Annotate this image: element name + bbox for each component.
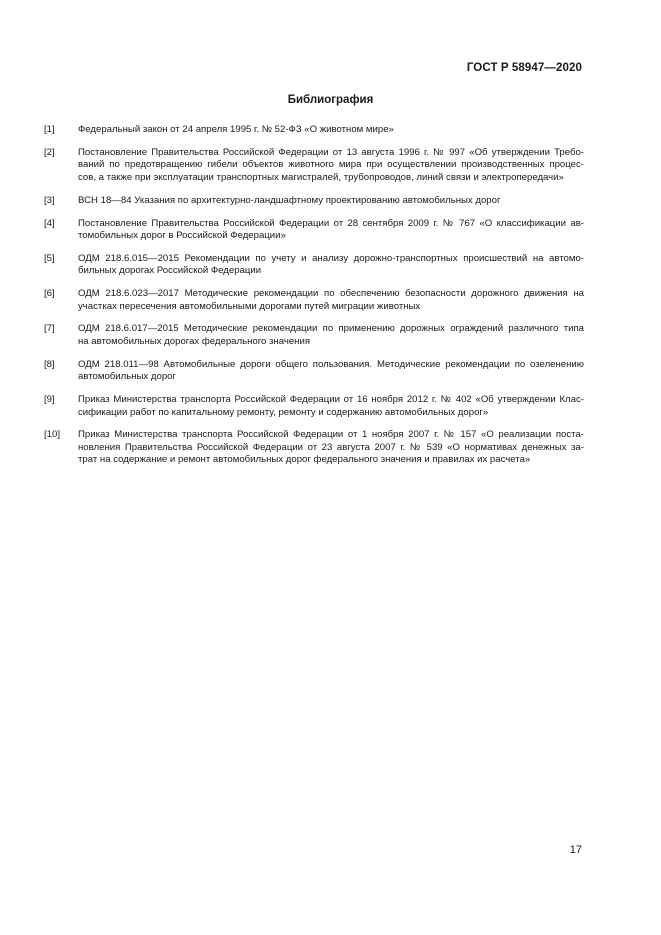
bibliography-entry-number: [6] — [44, 288, 55, 300]
bibliography-entry-text — [78, 359, 584, 384]
bibliography-entry-number: [10] — [44, 429, 61, 441]
bibliography-entry-text — [78, 323, 584, 348]
bibliography-entry — [44, 253, 584, 278]
bibliography-entry — [44, 147, 584, 184]
bibliography-entry-line: бильных дорогах Российской Федерации — [78, 265, 262, 277]
bibliography-entry-text — [78, 288, 584, 313]
bibliography-entry-text — [78, 429, 584, 466]
bibliography-entry-line: Постановление Правительства Российской Федерации от 28 сентября 2009 г. № 767 «О классификации ав- — [78, 217, 584, 229]
bibliography-entry-number: [2] — [44, 146, 55, 158]
bibliography-entry — [44, 288, 584, 313]
bibliography-entry-line: сов, а также при эксплуатации транспортных магистралей, трубопроводов, линий связи и электропередачи» — [78, 171, 564, 183]
bibliography-entry-text — [78, 124, 584, 136]
bibliography-entry — [44, 429, 584, 466]
bibliography-entry-line: Приказ Министерства транспорта Российской Федерации от 1 ноября 2007 г. № 157 «О реализации поста- — [78, 429, 584, 441]
bibliography-entry — [44, 124, 584, 136]
bibliography-entry-line: Постановление Правительства Российской Федерации от 13 августа 1996 г. № 997 «Об утверждении Требо- — [78, 146, 584, 158]
bibliography-entry-number: [1] — [44, 124, 55, 135]
page-number: 17 — [569, 844, 582, 856]
standard-code: ГОСТ Р 58947—2020 — [466, 62, 582, 74]
bibliography-entry-line: на автомобильных дорогах федерального значения — [78, 335, 311, 347]
bibliography-entry-number: [5] — [44, 252, 55, 264]
bibliography-entry-line: сификации работ по капитальному ремонту, ремонту и содержанию автомобильных дорог» — [78, 406, 489, 418]
bibliography-entry-line: ваний по предотвращению гибели объектов животного мира при осуществлении производственных процес- — [78, 159, 584, 171]
bibliography-entry — [44, 394, 584, 419]
bibliography-entry-line: Приказ Министерства транспорта Российской Федерации от 16 ноября 2012 г. № 402 «Об утверждении Клас- — [78, 394, 584, 406]
bibliography-entry-number: [8] — [44, 358, 55, 370]
bibliography-entry-text — [78, 394, 584, 419]
bibliography-entry-text — [78, 218, 584, 243]
bibliography-entry-number: [4] — [44, 217, 55, 229]
bibliography-entry — [44, 195, 584, 207]
bibliography-entry-number: [3] — [44, 194, 55, 206]
bibliography-entry-text — [78, 195, 584, 207]
bibliography-entry-line: томобильных дорог в Российской Федерации» — [78, 229, 286, 241]
bibliography-entry-text — [78, 253, 584, 278]
bibliography-entry-line: автомобильных дорог — [78, 371, 176, 383]
bibliography-entry-line: ВСН 18—84 Указания по архитектурно-ландшафтному проектированию автомобильных дорог — [78, 194, 501, 206]
bibliography-entry-line: ОДМ 218.6.017—2015 Методические рекомендации по применению дорожных ограждений различного типа — [78, 323, 584, 335]
bibliography-entry-text — [78, 147, 584, 184]
bibliography-entry — [44, 359, 584, 384]
bibliography-entry-line: ОДМ 218.6.023—2017 Методические рекомендации по обеспечению безопасности дорожного движения на — [78, 288, 584, 300]
bibliography-entry-line: Федеральный закон от 24 апреля 1995 г. № 52-ФЗ «О животном мире» — [78, 124, 394, 135]
section-title: Библиография — [287, 94, 374, 106]
bibliography-entry-line: трат на содержание и ремонт автомобильных дорог федерального значения и правилах их расчета» — [78, 454, 531, 466]
bibliography-entry-number: [9] — [44, 394, 55, 406]
bibliography-entry — [44, 323, 584, 348]
bibliography-entry-number: [7] — [44, 323, 55, 335]
bibliography-entry-line: участках пересечения автомобильными дорогами путей миграции животных — [78, 300, 421, 312]
bibliography-list — [44, 124, 584, 477]
bibliography-entry-line: ОДМ 218.011—98 Автомобильные дороги общего пользования. Методические рекомендации по озеленению — [78, 358, 584, 370]
bibliography-entry — [44, 218, 584, 243]
bibliography-entry-line: ОДМ 218.6.015—2015 Рекомендации по учету и анализу дорожно-транспортных происшествий на автомо- — [78, 252, 584, 264]
bibliography-entry-line: новления Правительства Российской Федерации от 23 августа 2007 г. № 539 «О нормативах денежных за- — [78, 441, 584, 453]
